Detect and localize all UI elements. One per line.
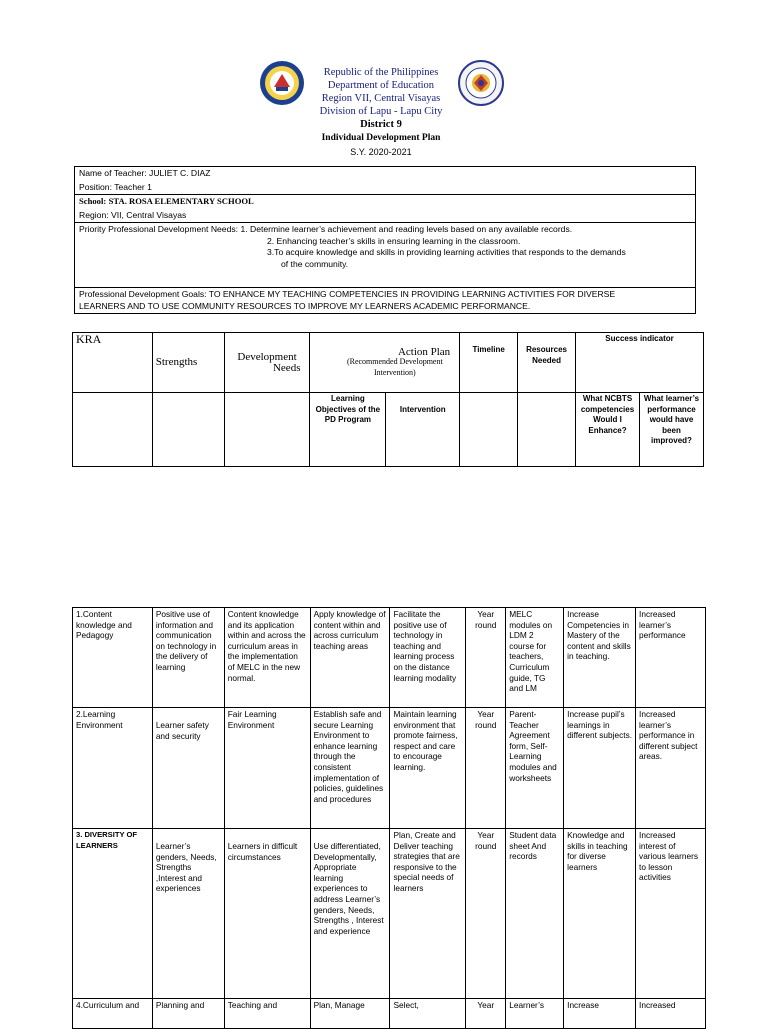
plan-title: Individual Development Plan xyxy=(321,133,441,143)
performance-cell: Increased interest of various learners to lesson activities xyxy=(636,829,706,999)
resources-cell: Student data sheet And records xyxy=(506,829,564,999)
strengths-cell: Learner safety and security xyxy=(152,708,224,829)
intervention-cell: Facilitate the positive use of technology in teaching and learning process on the distance learning modality xyxy=(390,608,466,708)
blank-cell xyxy=(518,393,576,467)
intervention-cell: Maintain learning environment that promote fairness, respect and care to encourage learning. xyxy=(390,708,466,829)
ncbts-cell: Increase Competencies in Mastery of the content and skills in teaching. xyxy=(564,608,636,708)
region-row: Region: VII, Central Visayas xyxy=(75,209,695,224)
ncbts-cell: Increase pupil’s learnings in different subjects. xyxy=(564,708,636,829)
pd-need-2: 2. Enhancing teacher’s skills in ensuring learning in the classroom. xyxy=(267,235,521,246)
timeline-header: Timeline xyxy=(460,333,518,393)
table-row xyxy=(73,829,706,999)
timeline-cell: Year xyxy=(466,999,506,1029)
blank-cell xyxy=(460,393,518,467)
kra-cell: 1.Content knowledge and Pedagogy xyxy=(73,608,153,708)
success-indicator-header: Success indicator xyxy=(576,333,704,393)
dev-needs-cell: Learners in difficult circumstances xyxy=(224,829,310,999)
performance-cell: Increased learner’s performance in different subject areas. xyxy=(636,708,706,829)
ncbts-cell: Knowledge and skills in teaching for diverse learners xyxy=(564,829,636,999)
deped-seal-icon xyxy=(458,60,504,106)
performance-header: What learner’s performance would have been improved? xyxy=(639,393,703,467)
pd-goals-line2: LEARNERS AND TO USE COMMUNITY RESOURCES TO IMPROVE MY LEARNERS ACADEMIC PERFORMANCE. xyxy=(79,300,531,311)
strengths-cell: Positive use of information and communication on technology in the delivery of learning xyxy=(152,608,224,708)
dev-needs-header: Development Needs xyxy=(224,333,310,393)
ncbts-cell: Increase xyxy=(564,999,636,1029)
resources-cell: Learner’s xyxy=(506,999,564,1029)
blank-cell xyxy=(73,393,153,467)
school-year: S.Y. 2020-2021 xyxy=(350,147,412,157)
deped-region-seal-icon xyxy=(259,60,305,106)
teacher-name: Name of Teacher: JULIET C. DIAZ xyxy=(79,168,211,178)
dev-needs-cell: Content knowledge and its application within and across the curriculum areas in the implementation of MELC in the new normal. xyxy=(224,608,310,708)
pd-goals-line1: Professional Development Goals: TO ENHANCE MY TEACHING COMPETENCIES IN PROVIDING LEARNING ACTIVITIES FOR DIVERSE xyxy=(79,289,616,299)
plan-body-table xyxy=(72,607,706,1029)
blank-cell xyxy=(152,393,224,467)
blank-cell xyxy=(224,393,310,467)
kra-cell: 3. DIVERSITY OF LEARNERS xyxy=(73,829,153,999)
dev-needs-cell: Fair Learning Environment xyxy=(224,708,310,829)
intervention-header: Intervention xyxy=(386,393,460,467)
pd-needs xyxy=(75,223,695,288)
dev-needs-cell: Teaching and xyxy=(224,999,310,1029)
learning-objectives-header: Learning Objectives of the PD Program xyxy=(310,393,386,467)
school-name: STA. ROSA ELEMENTARY SCHOOL xyxy=(108,196,254,206)
resources-header: Resources Needed xyxy=(518,333,576,393)
resources-cell: Parent-Teacher Agreement form, Self-Learning modules and worksheets xyxy=(506,708,564,829)
timeline-cell: Year round xyxy=(466,608,506,708)
table-row xyxy=(73,708,706,829)
strengths-cell: Planning and xyxy=(152,999,224,1029)
intervention-cell: Select, xyxy=(390,999,466,1029)
kra-cell: 4.Curriculum and xyxy=(73,999,153,1029)
pd-need-3a: 3.To acquire knowledge and skills in providing learning activities that responds to the demands xyxy=(267,247,626,257)
objectives-cell: Use differentiated, Developmentally, Appropriate learning experiences to address Learner’s genders, Needs, Strengths , Interest and experience xyxy=(310,829,390,999)
department-line: Department of Education xyxy=(327,80,435,91)
table-row xyxy=(73,999,706,1029)
objectives-cell: Establish safe and secure Learning Environment to enhance learning through the consistent implementation of policies, guidelines and procedures xyxy=(310,708,390,829)
table-row xyxy=(73,608,706,708)
region-line: Region VII, Central Visayas xyxy=(321,93,441,104)
ncbts-header: What NCBTS competencies Would I Enhance? xyxy=(576,393,640,467)
resources-cell: MELC modules on LDM 2 course for teachers, Curriculum guide, TG and LM xyxy=(506,608,564,708)
republic-line: Republic of the Philippines xyxy=(323,67,439,78)
pd-need-1: 1. Determine learner’s achievement and reading levels based on any available records. xyxy=(240,224,573,234)
action-plan-header: Action Plan (Recommended Development Intervention) xyxy=(310,333,460,393)
intervention-cell: Plan, Create and Deliver teaching strategies that are responsive to the special needs of learners xyxy=(390,829,466,999)
teacher-position: Position: Teacher 1 xyxy=(75,181,695,196)
kra-header: KRA xyxy=(73,333,153,393)
objectives-cell: Apply knowledge of content within and across curriculum teaching areas xyxy=(310,608,390,708)
strengths-cell: Learner’s genders, Needs, Strengths ,Interest and experiences xyxy=(152,829,224,999)
school-label: School: xyxy=(79,196,107,206)
strengths-header: Strengths xyxy=(152,333,224,393)
school-row xyxy=(75,195,695,209)
pd-need-3b: of the community. xyxy=(281,258,349,269)
performance-cell: Increased learner’s performance xyxy=(636,608,706,708)
objectives-cell: Plan, Manage xyxy=(310,999,390,1029)
performance-cell: Increased xyxy=(636,999,706,1029)
pd-needs-label: Priority Professional Development Needs: xyxy=(79,224,239,234)
pd-goals xyxy=(75,288,695,313)
kra-cell: 2.Learning Environment xyxy=(73,708,153,829)
district-line: District 9 xyxy=(360,119,402,130)
plan-header-table xyxy=(72,332,704,467)
timeline-cell: Year round xyxy=(466,829,506,999)
division-line: Division of Lapu - Lapu City xyxy=(319,106,443,117)
timeline-cell: Year round xyxy=(466,708,506,829)
teacher-info-box xyxy=(74,166,696,314)
